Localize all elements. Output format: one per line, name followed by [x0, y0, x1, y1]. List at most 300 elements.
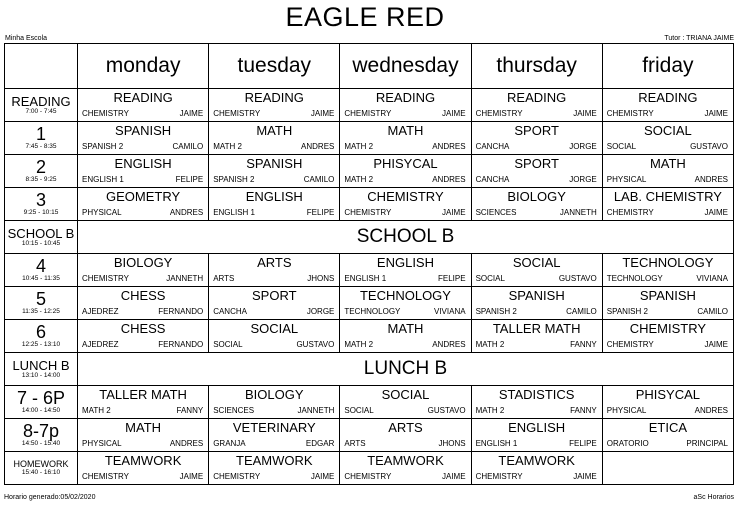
room-name: SOCIAL	[475, 274, 505, 283]
room-name: AJEDREZ	[82, 340, 119, 349]
subject-name: SOCIAL	[644, 123, 692, 138]
room-name: CHEMISTRY	[213, 109, 261, 118]
teacher-name: GUSTAVO	[690, 142, 728, 151]
period-time: 15:40 - 16:10	[21, 468, 61, 476]
period-time: 13:10 - 14:00	[21, 371, 61, 379]
lesson-cell	[209, 452, 340, 485]
lesson-cell	[78, 419, 209, 452]
period-name: 8-7p	[22, 421, 60, 442]
subject-name: SPANISH	[246, 156, 303, 171]
subject-name: SOCIAL	[250, 321, 299, 336]
lesson-box	[603, 287, 733, 319]
teacher-name: PRINCIPAL	[686, 439, 728, 448]
lesson-cell	[209, 254, 340, 287]
lesson-cell	[78, 122, 209, 155]
subject-name: ENGLISH	[114, 156, 172, 171]
period-cell	[5, 155, 78, 188]
break-row	[5, 221, 734, 254]
lesson-cell	[209, 287, 340, 320]
lesson-box	[472, 89, 602, 121]
subject-name: TECHNOLOGY	[359, 288, 451, 303]
subject-name: SOCIAL	[381, 387, 430, 402]
subject-name: LAB. CHEMISTRY	[613, 189, 722, 204]
room-name: SOCIAL	[606, 142, 637, 151]
teacher-name: JAIME	[442, 109, 466, 118]
period-name: SCHOOL B	[7, 225, 75, 241]
room-name: PHYSICAL	[606, 175, 647, 184]
period-cell	[5, 419, 78, 452]
lesson-box	[209, 320, 339, 352]
period-time: 12:25 - 13:10	[21, 341, 61, 349]
subject-name: ENGLISH	[508, 420, 566, 435]
lesson-box	[78, 287, 208, 319]
teacher-name: FERNANDO	[158, 307, 204, 316]
teacher-name: CAMILO	[172, 142, 204, 151]
lesson-box	[78, 89, 208, 121]
lesson-cell	[602, 287, 733, 320]
tutor-name: Tutor : TRIANA JAIME	[664, 35, 734, 42]
teacher-name: ANDRES	[432, 175, 466, 184]
subject-name: MATH	[387, 321, 424, 336]
period-time: 7:45 - 8:35	[25, 143, 57, 151]
subject-name: TALLER MATH	[99, 387, 187, 402]
period-cell	[5, 287, 78, 320]
teacher-name: JAIME	[704, 340, 728, 349]
room-name: SOCIAL	[213, 340, 243, 349]
teacher-name: ANDRES	[694, 406, 728, 415]
lesson-cell	[471, 320, 602, 353]
room-name: CHEMISTRY	[344, 472, 392, 481]
period-cell	[5, 89, 78, 122]
lesson-cell	[471, 89, 602, 122]
room-name: CHEMISTRY	[344, 208, 392, 217]
lesson-box	[209, 254, 339, 286]
subject-name: CHESS	[120, 321, 166, 336]
period-cell	[5, 320, 78, 353]
room-name: ARTS	[213, 274, 235, 283]
lesson-cell	[602, 188, 733, 221]
lesson-cell	[340, 452, 471, 485]
teacher-name: JAIME	[573, 109, 597, 118]
teacher-name: VIVIANA	[433, 307, 466, 316]
lesson-cell	[602, 419, 733, 452]
lesson-cell	[340, 155, 471, 188]
lesson-box	[603, 419, 733, 451]
day-header-wednesday: wednesday	[340, 44, 471, 89]
room-name: TECHNOLOGY	[344, 307, 401, 316]
period-name: 4	[35, 256, 46, 277]
break-label: SCHOOL B	[78, 221, 734, 254]
room-name: ENGLISH 1	[213, 208, 255, 217]
lesson-box	[340, 254, 470, 286]
period-name: 1	[35, 124, 46, 145]
lesson-box	[78, 320, 208, 352]
lesson-cell	[602, 320, 733, 353]
room-name: ENGLISH 1	[82, 175, 124, 184]
subject-name: MATH	[125, 420, 162, 435]
period-row	[5, 188, 734, 221]
room-name: MATH 2	[82, 406, 111, 415]
room-name: CANCHA	[475, 142, 510, 151]
lesson-cell	[340, 89, 471, 122]
subject-name: STADISTICS	[498, 387, 575, 402]
teacher-name: GUSTAVO	[296, 340, 335, 349]
room-name: CHEMISTRY	[475, 109, 523, 118]
room-name: PHYSICAL	[606, 406, 647, 415]
lesson-cell	[340, 287, 471, 320]
subject-name: PHISYCAL	[635, 387, 701, 402]
teacher-name: JORGE	[569, 142, 597, 151]
subject-name: TALLER MATH	[492, 321, 581, 336]
room-name: ORATORIO	[606, 439, 649, 448]
room-name: CHEMISTRY	[213, 472, 261, 481]
room-name: SPANISH 2	[82, 142, 124, 151]
teacher-name: FELIPE	[569, 439, 597, 448]
period-name: READING	[11, 93, 71, 109]
subject-name: CHEMISTRY	[367, 189, 444, 204]
teacher-name: EDGAR	[305, 439, 335, 448]
period-time: 9:25 - 10:15	[23, 209, 59, 217]
room-name: SCIENCES	[475, 208, 517, 217]
lesson-cell	[340, 188, 471, 221]
room-name: AJEDREZ	[82, 307, 119, 316]
lesson-box	[340, 287, 470, 319]
lesson-cell	[471, 419, 602, 452]
subject-name: BIOLOGY	[113, 255, 173, 270]
lesson-cell	[209, 155, 340, 188]
teacher-name: FELIPE	[437, 274, 466, 283]
room-name: MATH 2	[475, 406, 505, 415]
teacher-name: JAIME	[704, 208, 728, 217]
period-name: 6	[35, 322, 46, 343]
period-row	[5, 320, 734, 353]
lesson-cell	[471, 386, 602, 419]
room-name: CHEMISTRY	[475, 472, 523, 481]
lesson-cell	[602, 254, 733, 287]
subject-name: READING	[638, 90, 698, 105]
lesson-cell	[78, 89, 209, 122]
lesson-box	[603, 254, 733, 286]
lesson-cell	[471, 155, 602, 188]
period-time: 10:15 - 10:45	[21, 239, 61, 247]
room-name: ENGLISH 1	[475, 439, 518, 448]
teacher-name: GUSTAVO	[558, 274, 597, 283]
room-name: ARTS	[344, 439, 366, 448]
lesson-box	[209, 386, 339, 418]
teacher-name: CAMILO	[697, 307, 728, 316]
room-name: MATH 2	[344, 340, 374, 349]
lesson-box	[472, 419, 602, 451]
subject-name: TEAMWORK	[367, 453, 444, 468]
day-header-tuesday: tuesday	[209, 44, 340, 89]
period-row	[5, 386, 734, 419]
lesson-box	[340, 155, 470, 187]
subject-name: CHEMISTRY	[629, 321, 707, 336]
lesson-box	[472, 122, 602, 154]
lesson-box	[472, 452, 602, 484]
lesson-box	[78, 419, 208, 451]
corner-cell	[5, 44, 78, 89]
lesson-box	[603, 155, 733, 187]
period-name: LUNCH B	[12, 357, 70, 373]
subject-name: VETERINARY	[232, 420, 316, 435]
room-name: MATH 2	[475, 340, 505, 349]
teacher-name: JORGE	[306, 307, 335, 316]
room-name: ENGLISH 1	[344, 274, 387, 283]
subject-name: READING	[375, 90, 436, 105]
lesson-cell	[471, 452, 602, 485]
lesson-box	[603, 320, 733, 352]
teacher-name: ANDRES	[432, 142, 466, 151]
break-label: LUNCH B	[78, 353, 734, 386]
period-time: 14:00 - 14:50	[21, 407, 61, 415]
period-time: 14:50 - 15:40	[21, 440, 61, 448]
teacher-name: JAIME	[704, 109, 728, 118]
room-name: TECHNOLOGY	[606, 274, 663, 283]
teacher-name: FANNY	[570, 406, 597, 415]
timetable	[4, 43, 734, 485]
lesson-cell	[209, 419, 340, 452]
lesson-box	[209, 452, 339, 484]
lesson-cell	[78, 320, 209, 353]
room-name: CHEMISTRY	[82, 472, 129, 481]
teacher-name: JORGE	[569, 175, 597, 184]
lesson-box	[472, 155, 602, 187]
lesson-box	[209, 122, 339, 154]
subject-name: CHESS	[120, 288, 166, 303]
room-name: CHEMISTRY	[82, 274, 129, 283]
lesson-cell	[340, 419, 471, 452]
subject-name: MATH	[387, 123, 424, 138]
period-cell	[5, 353, 78, 386]
subject-name: BIOLOGY	[507, 189, 566, 204]
period-name: 7 - 6P	[16, 388, 66, 409]
period-cell	[5, 452, 78, 485]
empty-cell	[602, 452, 733, 485]
room-name: CHEMISTRY	[344, 109, 392, 118]
period-time: 8:35 - 9:25	[25, 176, 57, 184]
lesson-box	[340, 122, 470, 154]
period-time: 7:00 - 7:45	[25, 107, 57, 115]
lesson-cell	[602, 122, 733, 155]
room-name: CHEMISTRY	[606, 340, 654, 349]
subject-name: READING	[507, 90, 567, 105]
teacher-name: ANDRES	[301, 142, 335, 151]
lesson-box	[340, 419, 470, 451]
lesson-box	[603, 122, 733, 154]
generated-date: Horario generado:05/02/2020	[4, 494, 96, 501]
teacher-name: ANDRES	[694, 175, 728, 184]
room-name: CHEMISTRY	[82, 109, 129, 118]
room-name: MATH 2	[344, 142, 374, 151]
subject-name: BIOLOGY	[245, 387, 304, 402]
teacher-name: CAMILO	[303, 175, 335, 184]
teacher-name: ANDRES	[169, 439, 204, 448]
teacher-name: JANNETH	[559, 208, 597, 217]
lesson-cell	[209, 122, 340, 155]
teacher-name: GUSTAVO	[427, 406, 466, 415]
subject-name: MATH	[256, 123, 293, 138]
subject-name: TEAMWORK	[104, 453, 182, 468]
day-header-monday: monday	[78, 44, 209, 89]
subject-name: ETICA	[648, 420, 688, 435]
teacher-name: FANNY	[570, 340, 597, 349]
page-title: EAGLE RED	[285, 2, 445, 32]
subject-name: TEAMWORK	[236, 453, 313, 468]
subject-name: READING	[113, 90, 173, 105]
subject-name: SPANISH	[115, 123, 172, 138]
teacher-name: ANDRES	[432, 340, 466, 349]
lesson-cell	[471, 188, 602, 221]
period-name: HOMEWORK	[13, 458, 69, 469]
break-row	[5, 353, 734, 386]
teacher-name: JAIME	[179, 472, 204, 481]
period-name: 3	[35, 190, 46, 211]
room-name: PHYSICAL	[82, 208, 122, 217]
room-name: CANCHA	[213, 307, 247, 316]
subject-name: SPANISH	[508, 288, 565, 303]
subject-name: ARTS	[388, 420, 423, 435]
room-name: GRANJA	[213, 439, 246, 448]
subject-name: TECHNOLOGY	[622, 255, 714, 270]
teacher-name: JHONS	[307, 274, 335, 283]
lesson-cell	[209, 320, 340, 353]
room-name: MATH 2	[344, 175, 374, 184]
lesson-cell	[602, 89, 733, 122]
lesson-cell	[209, 188, 340, 221]
period-cell	[5, 221, 78, 254]
teacher-name: JAIME	[573, 472, 597, 481]
lesson-box	[78, 155, 208, 187]
room-name: MATH 2	[213, 142, 242, 151]
lesson-box	[340, 452, 470, 484]
subject-name: ARTS	[257, 255, 292, 270]
lesson-cell	[78, 155, 209, 188]
period-time: 11:35 - 12:25	[22, 308, 60, 316]
day-header-thursday: thursday	[471, 44, 602, 89]
lesson-box	[340, 89, 470, 121]
teacher-name: JHONS	[438, 439, 466, 448]
room-name: PHYSICAL	[82, 439, 122, 448]
lesson-box	[209, 287, 339, 319]
teacher-name: FELIPE	[306, 208, 335, 217]
lesson-cell	[340, 122, 471, 155]
lesson-cell	[471, 254, 602, 287]
subject-name: MATH	[649, 156, 686, 171]
subject-name: GEOMETRY	[106, 189, 181, 204]
subject-name: READING	[244, 90, 304, 105]
period-name: 5	[35, 289, 46, 310]
lesson-box	[472, 320, 602, 352]
teacher-name: FANNY	[176, 406, 204, 415]
school-name: Minha Escola	[5, 35, 48, 42]
lesson-box	[472, 188, 602, 220]
lesson-box	[340, 386, 470, 418]
lesson-box	[603, 386, 733, 418]
teacher-name: FERNANDO	[158, 340, 204, 349]
lesson-box	[472, 386, 602, 418]
room-name: SPANISH 2	[606, 307, 648, 316]
subject-name: ENGLISH	[376, 255, 434, 270]
lesson-cell	[78, 188, 209, 221]
subject-name: SPANISH	[639, 288, 696, 303]
lesson-cell	[78, 386, 209, 419]
room-name: CANCHA	[475, 175, 510, 184]
subject-name: TEAMWORK	[498, 453, 575, 468]
period-name: 2	[35, 157, 46, 178]
lesson-box	[472, 287, 602, 319]
lesson-cell	[340, 254, 471, 287]
day-header-friday: friday	[602, 44, 733, 89]
period-cell	[5, 254, 78, 287]
day-header-row	[5, 44, 734, 89]
period-row	[5, 89, 734, 122]
period-row	[5, 254, 734, 287]
lesson-cell	[602, 386, 733, 419]
lesson-cell	[602, 155, 733, 188]
lesson-box	[209, 188, 339, 220]
lesson-box	[603, 188, 733, 220]
lesson-box	[209, 419, 339, 451]
subject-name: PHISYCAL	[373, 156, 438, 171]
room-name: SPANISH 2	[475, 307, 517, 316]
lesson-cell	[340, 386, 471, 419]
lesson-box	[603, 89, 733, 121]
period-cell	[5, 188, 78, 221]
lesson-box	[340, 320, 470, 352]
timetable-body	[5, 44, 734, 485]
room-name: SOCIAL	[344, 406, 374, 415]
teacher-name: FELIPE	[175, 175, 204, 184]
lesson-box	[209, 89, 339, 121]
teacher-name: JANNETH	[166, 274, 204, 283]
lesson-cell	[78, 287, 209, 320]
teacher-name: JAIME	[310, 472, 335, 481]
lesson-box	[209, 155, 339, 187]
lesson-cell	[471, 287, 602, 320]
lesson-box	[78, 188, 208, 220]
period-cell	[5, 386, 78, 419]
period-cell	[5, 122, 78, 155]
subject-name: ENGLISH	[245, 189, 303, 204]
lesson-box	[340, 188, 470, 220]
period-row	[5, 287, 734, 320]
room-name: SPANISH 2	[213, 175, 255, 184]
lesson-cell	[471, 122, 602, 155]
lesson-cell	[78, 452, 209, 485]
lesson-cell	[209, 386, 340, 419]
teacher-name: VIVIANA	[696, 274, 728, 283]
teacher-name: JANNETH	[297, 406, 335, 415]
teacher-name: JAIME	[442, 472, 466, 481]
period-row	[5, 122, 734, 155]
lesson-box	[78, 386, 208, 418]
room-name: SCIENCES	[213, 406, 255, 415]
lesson-box	[472, 254, 602, 286]
subject-name: SPORT	[514, 123, 559, 138]
subject-name: SPORT	[252, 288, 297, 303]
teacher-name: JAIME	[442, 208, 466, 217]
teacher-name: JAIME	[179, 109, 204, 118]
period-row	[5, 452, 734, 485]
lesson-box	[78, 122, 208, 154]
room-name: CHEMISTRY	[606, 208, 654, 217]
room-name: CHEMISTRY	[606, 109, 654, 118]
lesson-cell	[340, 320, 471, 353]
period-row	[5, 155, 734, 188]
subject-name: SPORT	[514, 156, 559, 171]
lesson-cell	[209, 89, 340, 122]
